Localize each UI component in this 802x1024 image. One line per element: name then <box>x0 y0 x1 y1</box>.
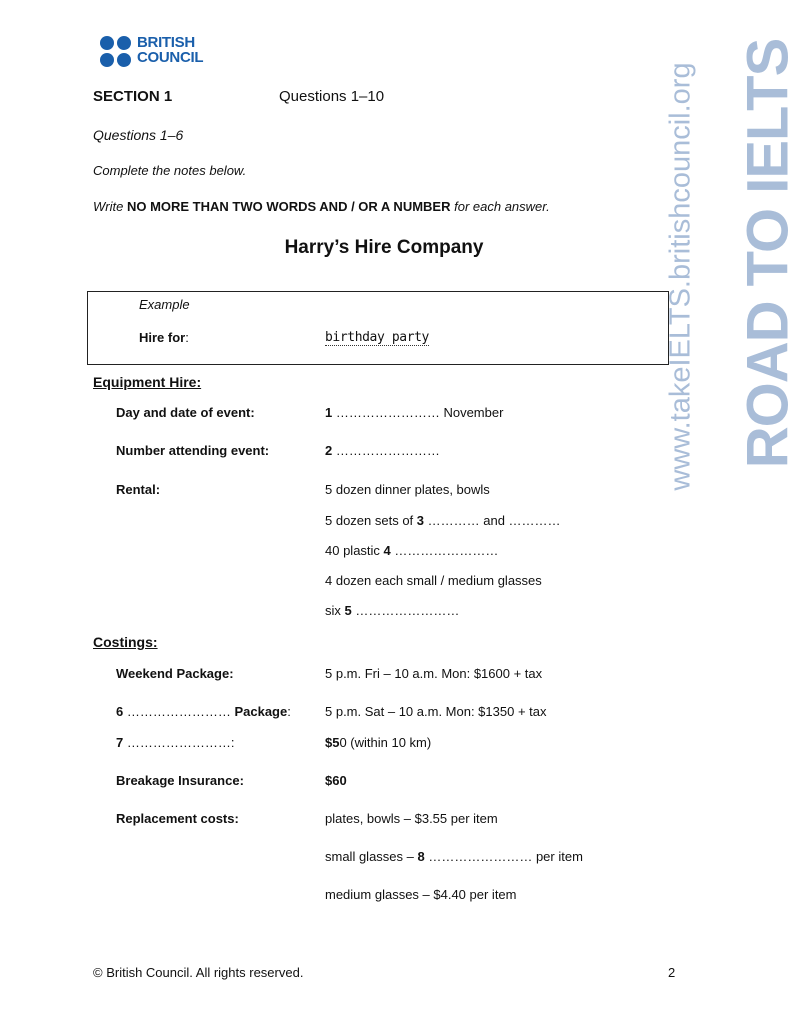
section-heading: SECTION 1 <box>93 88 173 105</box>
example-label <box>139 330 189 345</box>
costing-bold-value: $5 <box>325 735 340 750</box>
answer-blank: ……………………: <box>123 735 235 750</box>
example-answer: birthday party <box>325 330 429 345</box>
replacement-pre: medium glasses – $4.40 per item <box>325 887 517 902</box>
rental-line <box>325 603 459 618</box>
brand-line-1: BRITISH <box>137 34 195 51</box>
costing-label-colon: : <box>287 704 291 719</box>
question-number: 7 <box>116 735 124 750</box>
answer-blank: …………………… <box>390 543 499 558</box>
write-bold: NO MORE THAN TWO WORDS AND / OR A NUMBER <box>126 199 451 214</box>
example-heading: Example <box>139 297 190 312</box>
question-number: 3 <box>416 513 425 528</box>
equipment-heading: Equipment Hire: <box>93 374 202 390</box>
write-pre: Write <box>93 199 127 214</box>
equipment-value: 5 dozen dinner plates, bowls <box>325 482 490 497</box>
costing-bold-value: $60 <box>325 773 347 788</box>
british-council-logo-icon <box>100 36 132 68</box>
watermark-url: www.takeIELTS.britishcouncil.org <box>664 62 697 491</box>
costing-value <box>325 773 347 788</box>
costing-label-text: Package <box>234 704 288 719</box>
question-number: 2 <box>325 443 333 458</box>
rental-line <box>325 543 498 558</box>
example-label-text: Hire for <box>139 330 186 345</box>
costing-label <box>116 704 291 719</box>
answer-blank: ………… and ………… <box>424 513 561 528</box>
costing-label <box>116 811 239 826</box>
sub-range: Questions 1–6 <box>93 127 184 143</box>
rental-pre: six <box>325 603 345 618</box>
costing-label <box>116 666 234 681</box>
rental-pre: 40 plastic <box>325 543 384 558</box>
costings-heading: Costings: <box>93 634 158 650</box>
question-number: 5 <box>344 603 352 618</box>
replacement-line <box>325 849 583 864</box>
question-number: 1 <box>325 405 333 420</box>
costing-label <box>116 735 234 750</box>
page-number: 2 <box>668 965 676 980</box>
write-instruction <box>93 199 550 214</box>
footer-copyright: © British Council. All rights reserved. <box>93 965 304 980</box>
write-post: for each answer. <box>450 199 550 214</box>
costing-value: 5 p.m. Fri – 10 a.m. Mon: $1600 + tax <box>325 666 543 681</box>
brand-wordmark <box>137 35 203 65</box>
watermark-road-to-ielts: ROAD TO IELTS <box>735 38 801 469</box>
costing-value-text: 0 (within 10 km) <box>339 735 432 750</box>
rental-pre: 4 dozen each small / medium glasses <box>325 573 542 588</box>
replacement-pre: small glasses – <box>325 849 418 864</box>
costing-value: plates, bowls – $3.55 per item <box>325 811 498 826</box>
equipment-value <box>325 443 440 458</box>
answer-blank: …………………… November <box>332 405 504 420</box>
answer-blank: …………………… <box>351 603 460 618</box>
rental-pre: 5 dozen sets of <box>325 513 417 528</box>
costing-label-text: Weekend Package: <box>116 666 234 681</box>
rental-line <box>325 573 542 588</box>
costing-label-text: Breakage Insurance: <box>116 773 244 788</box>
question-number: 4 <box>383 543 391 558</box>
rental-line <box>325 513 561 528</box>
question-number: 6 <box>116 704 124 719</box>
equipment-value <box>325 405 503 420</box>
equipment-label: Day and date of event: <box>116 405 255 420</box>
replacement-line <box>325 887 516 902</box>
example-label-colon: : <box>185 330 189 345</box>
costing-value: 5 p.m. Sat – 10 a.m. Mon: $1350 + tax <box>325 704 547 719</box>
costing-label <box>116 773 244 788</box>
question-number: 8 <box>417 849 425 864</box>
answer-blank: …………………… <box>332 443 440 458</box>
equipment-label: Number attending event: <box>116 443 270 458</box>
costing-value <box>325 735 431 750</box>
notes-title: Harry’s Hire Company <box>284 237 484 258</box>
brand-line-2: COUNCIL <box>137 49 204 66</box>
answer-blank: …………………… per item <box>424 849 583 864</box>
equipment-label: Rental: <box>116 482 161 497</box>
questions-range: Questions 1–10 <box>279 88 385 105</box>
instruction: Complete the notes below. <box>93 163 247 178</box>
costing-label-text: Replacement costs: <box>116 811 239 826</box>
answer-blank: …………………… <box>123 704 235 719</box>
